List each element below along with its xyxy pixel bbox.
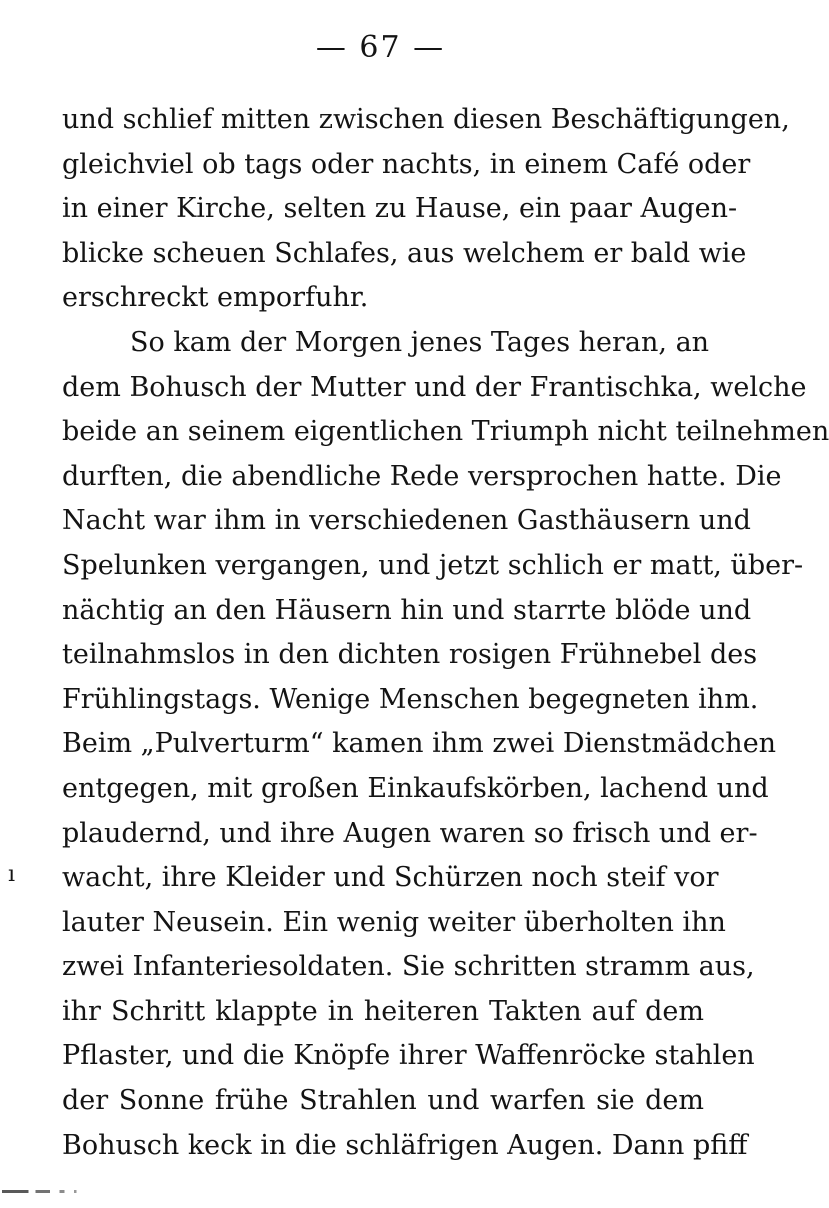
page-number: — 67 — [315,30,446,65]
text-line: durften, die abendliche Rede versprochen hatte. Die [62,460,782,492]
text-line: und schlief mitten zwischen diesen Beschäftigungen, [62,104,790,135]
text-line: So kam der Morgen jenes Tages heran, an [130,326,710,358]
text-line: Beim „Pulverturm“ kamen ihm zwei Dienstmädchen [62,728,777,760]
text-line: in einer Kirche, selten zu Hause, ein paar Augen- [62,193,738,225]
text-line: gleichviel ob tags oder nachts, in einem Café oder [62,148,751,180]
text-line: blicke scheuen Schlafes, aus welchem er bald wie [62,237,747,269]
text-line: erschreckt emporfuhr. [62,282,369,314]
text-line: zwei Infanteriesoldaten. Sie schritten stramm aus, [62,951,755,983]
text-line: Frühlingstags. Wenige Menschen begegneten ihm. [62,683,759,715]
margin-mark: ı [8,862,16,887]
text-line: teilnahmslos in den dichten rosigen Frühnebel des [62,639,758,671]
text-line: lauter Neusein. Ein wenig weiter überholten ihn [62,906,726,938]
text-line: Bohusch keck in die schläfrigen Augen. Dann pfiff [62,1129,748,1161]
text-line: Nacht war ihm in verschiedenen Gasthäusern und [62,505,751,537]
text-line: ihr Schritt klappte in heiteren Takten auf dem [62,995,704,1027]
text-line: dem Bohusch der Mutter und der Frantischka, welche [62,371,807,403]
text-line: nächtig an den Häusern hin und starrte blöde und [62,594,752,626]
scan-smudge [2,1190,122,1193]
text-line: Pflaster, und die Knöpfe ihrer Waffenröcke stahlen [62,1040,755,1072]
text-line: beide an seinem eigentlichen Triumph nicht teilnehmen [62,416,829,448]
text-line: der Sonne frühe Strahlen und warfen sie dem [62,1085,704,1117]
text-line: plaudernd, und ihre Augen waren so frisch und er- [62,817,758,849]
text-line: Spelunken vergangen, und jetzt schlich er matt, über- [62,549,804,581]
text-line: entgegen, mit großen Einkaufskörben, lachend und [62,772,769,804]
text-line: wacht, ihre Kleider und Schürzen noch steif vor [62,862,719,894]
body-text [62,98,829,1168]
